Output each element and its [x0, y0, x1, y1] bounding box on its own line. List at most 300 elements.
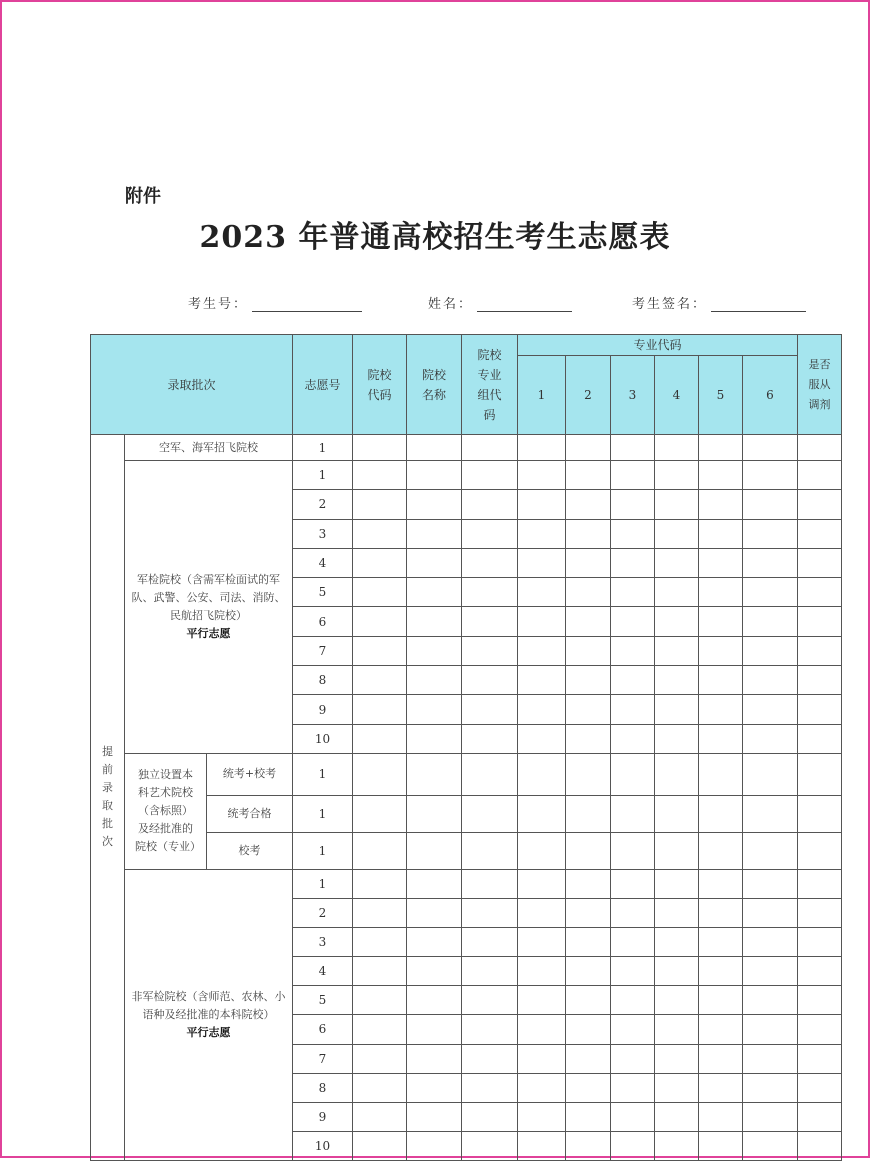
military-cell[interactable] — [655, 607, 699, 636]
nonmilitary-cell[interactable] — [699, 869, 743, 898]
nonmilitary-cell[interactable] — [699, 1073, 743, 1102]
military-cell[interactable] — [798, 461, 842, 490]
exam-number-label: 考生号： — [188, 297, 249, 312]
military-cell[interactable] — [798, 490, 842, 519]
nonmilitary-cell[interactable] — [655, 869, 699, 898]
military-cell[interactable] — [518, 578, 566, 607]
airforce-cell[interactable] — [611, 435, 655, 461]
wish-number: 6 — [293, 1015, 353, 1044]
name-field[interactable] — [428, 293, 572, 312]
art-cell[interactable] — [407, 832, 462, 869]
nonmilitary-cell[interactable] — [798, 1131, 842, 1160]
military-cell[interactable] — [699, 519, 743, 548]
nonmilitary-cell[interactable] — [611, 1131, 655, 1160]
military-cell[interactable] — [699, 666, 743, 695]
nonmilitary-cell[interactable] — [353, 869, 407, 898]
nonmilitary-cell[interactable] — [798, 1102, 842, 1131]
military-cell[interactable] — [798, 666, 842, 695]
header-group-code — [462, 335, 518, 435]
nonmilitary-cell[interactable] — [566, 869, 611, 898]
military-cell[interactable] — [743, 724, 798, 753]
military-cell[interactable] — [518, 548, 566, 577]
military-cell[interactable] — [462, 548, 518, 577]
military-cell[interactable] — [353, 724, 407, 753]
military-cell[interactable] — [462, 666, 518, 695]
military-cell[interactable] — [407, 666, 462, 695]
nonmilitary-cell[interactable] — [462, 869, 518, 898]
header-major-6: 6 — [743, 356, 798, 435]
military-cell[interactable] — [655, 548, 699, 577]
nonmilitary-cell[interactable] — [798, 986, 842, 1015]
military-cell[interactable] — [462, 636, 518, 665]
military-cell[interactable] — [798, 548, 842, 577]
header-obey — [798, 335, 842, 435]
header-major-codes: 专业代码 — [518, 335, 798, 356]
nonmilitary-cell[interactable] — [611, 928, 655, 957]
nonmilitary-cell[interactable] — [611, 1015, 655, 1044]
military-cell[interactable] — [353, 636, 407, 665]
military-cell[interactable] — [462, 519, 518, 548]
nonmilitary-note: 平行志愿 — [186, 1025, 231, 1039]
military-cell[interactable] — [518, 724, 566, 753]
nonmilitary-cell[interactable] — [699, 1131, 743, 1160]
art-cell[interactable] — [798, 795, 842, 832]
nonmilitary-cell[interactable] — [518, 1131, 566, 1160]
art-cell[interactable] — [518, 832, 566, 869]
military-cell[interactable] — [407, 519, 462, 548]
nonmilitary-cell[interactable] — [611, 957, 655, 986]
row-airforce — [91, 435, 842, 461]
military-cell[interactable] — [462, 490, 518, 519]
art-label-cell — [125, 753, 207, 869]
military-cell[interactable] — [518, 490, 566, 519]
wish-number: 5 — [293, 578, 353, 607]
military-cell[interactable] — [566, 490, 611, 519]
nonmilitary-cell[interactable] — [462, 1102, 518, 1131]
header-school-name-text: 院校名称 — [421, 367, 446, 402]
nonmilitary-cell[interactable] — [566, 957, 611, 986]
military-label-cell — [125, 461, 293, 754]
military-cell[interactable] — [611, 490, 655, 519]
nonmilitary-cell[interactable] — [566, 1073, 611, 1102]
art-cell[interactable] — [566, 832, 611, 869]
nonmilitary-cell[interactable] — [699, 1015, 743, 1044]
art-cell[interactable] — [611, 832, 655, 869]
nonmilitary-cell[interactable] — [353, 957, 407, 986]
military-cell[interactable] — [407, 724, 462, 753]
military-cell[interactable] — [566, 724, 611, 753]
art-cell[interactable] — [699, 795, 743, 832]
nonmilitary-cell[interactable] — [518, 1102, 566, 1131]
wish-number: 5 — [293, 986, 353, 1015]
art-cell[interactable] — [407, 795, 462, 832]
nonmilitary-cell[interactable] — [566, 986, 611, 1015]
nonmilitary-cell[interactable] — [462, 986, 518, 1015]
military-cell[interactable] — [462, 578, 518, 607]
military-cell[interactable] — [566, 666, 611, 695]
nonmilitary-cell[interactable] — [743, 957, 798, 986]
header-school-code — [353, 335, 407, 435]
nonmilitary-cell[interactable] — [407, 869, 462, 898]
wish-number: 1 — [293, 435, 353, 461]
wish-number: 4 — [293, 548, 353, 577]
row-nonmilitary — [91, 869, 842, 898]
nonmilitary-cell[interactable] — [566, 899, 611, 928]
military-cell[interactable] — [518, 666, 566, 695]
art-cell[interactable] — [462, 753, 518, 795]
signature-blank[interactable] — [711, 295, 806, 312]
header-batch: 录取批次 — [91, 335, 293, 435]
nonmilitary-cell[interactable] — [518, 957, 566, 986]
art-cell[interactable] — [743, 753, 798, 795]
nonmilitary-cell[interactable] — [611, 869, 655, 898]
military-cell[interactable] — [353, 695, 407, 724]
art-cell[interactable] — [699, 832, 743, 869]
nonmilitary-cell[interactable] — [611, 986, 655, 1015]
nonmilitary-cell[interactable] — [566, 1131, 611, 1160]
nonmilitary-cell[interactable] — [462, 928, 518, 957]
military-cell[interactable] — [743, 666, 798, 695]
military-cell[interactable] — [407, 490, 462, 519]
nonmilitary-cell[interactable] — [798, 1015, 842, 1044]
wish-number: 7 — [293, 636, 353, 665]
nonmilitary-cell[interactable] — [699, 928, 743, 957]
attachment-label: 附件 — [125, 186, 161, 207]
wish-number: 2 — [293, 490, 353, 519]
nonmilitary-cell[interactable] — [743, 1131, 798, 1160]
military-cell[interactable] — [798, 578, 842, 607]
nonmilitary-cell[interactable] — [462, 1044, 518, 1073]
military-cell[interactable] — [655, 519, 699, 548]
wish-number: 9 — [293, 1102, 353, 1131]
nonmilitary-cell[interactable] — [655, 1131, 699, 1160]
nonmilitary-cell[interactable] — [743, 869, 798, 898]
military-cell[interactable] — [743, 461, 798, 490]
wish-number: 8 — [293, 1073, 353, 1102]
nonmilitary-cell[interactable] — [743, 1044, 798, 1073]
military-cell[interactable] — [743, 578, 798, 607]
nonmilitary-cell[interactable] — [407, 1102, 462, 1131]
art-cell[interactable] — [699, 753, 743, 795]
nonmilitary-cell[interactable] — [518, 1015, 566, 1044]
nonmilitary-cell[interactable] — [407, 1073, 462, 1102]
nonmilitary-cell[interactable] — [743, 899, 798, 928]
art-cell[interactable] — [611, 753, 655, 795]
military-cell[interactable] — [566, 548, 611, 577]
military-cell[interactable] — [518, 607, 566, 636]
nonmilitary-cell[interactable] — [699, 1044, 743, 1073]
nonmilitary-cell[interactable] — [407, 928, 462, 957]
nonmilitary-cell[interactable] — [462, 1131, 518, 1160]
nonmilitary-cell[interactable] — [699, 986, 743, 1015]
military-cell[interactable] — [353, 490, 407, 519]
military-cell[interactable] — [353, 578, 407, 607]
nonmilitary-cell[interactable] — [699, 957, 743, 986]
nonmilitary-cell[interactable] — [353, 928, 407, 957]
art-label: 独立设置本科艺术院校（含标照）及经批准的院校（专业） — [135, 768, 201, 854]
airforce-cell[interactable] — [566, 435, 611, 461]
nonmilitary-label-cell — [125, 869, 293, 1160]
military-cell[interactable] — [462, 461, 518, 490]
military-cell[interactable] — [407, 548, 462, 577]
military-cell[interactable] — [798, 695, 842, 724]
art-cell[interactable] — [566, 795, 611, 832]
nonmilitary-cell[interactable] — [699, 899, 743, 928]
wish-number: 1 — [293, 869, 353, 898]
header-major-3: 3 — [611, 356, 655, 435]
nonmilitary-label: 非军检院校（含师范、农林、小语种及经批准的本科院校） — [131, 989, 286, 1021]
nonmilitary-cell[interactable] — [566, 1102, 611, 1131]
military-cell[interactable] — [699, 695, 743, 724]
nonmilitary-cell[interactable] — [655, 928, 699, 957]
art-cell[interactable] — [655, 753, 699, 795]
airforce-cell[interactable] — [407, 435, 462, 461]
military-cell[interactable] — [566, 578, 611, 607]
art-cell[interactable] — [462, 832, 518, 869]
art-cell[interactable] — [655, 832, 699, 869]
header-school-name — [407, 335, 462, 435]
nonmilitary-cell[interactable] — [353, 899, 407, 928]
military-cell[interactable] — [566, 636, 611, 665]
wish-number: 4 — [293, 957, 353, 986]
nonmilitary-cell[interactable] — [566, 1015, 611, 1044]
nonmilitary-cell[interactable] — [462, 957, 518, 986]
art-cell[interactable] — [798, 753, 842, 795]
header-group-code-text: 院校专业组代码 — [477, 347, 502, 422]
military-cell[interactable] — [699, 636, 743, 665]
nonmilitary-cell[interactable] — [353, 1131, 407, 1160]
nonmilitary-cell[interactable] — [798, 957, 842, 986]
art-cell[interactable] — [353, 832, 407, 869]
military-cell[interactable] — [655, 578, 699, 607]
nonmilitary-cell[interactable] — [462, 1015, 518, 1044]
exam-number-blank[interactable] — [252, 295, 362, 312]
military-cell[interactable] — [611, 461, 655, 490]
nonmilitary-cell[interactable] — [353, 1015, 407, 1044]
military-cell[interactable] — [611, 695, 655, 724]
military-cell[interactable] — [611, 724, 655, 753]
military-cell[interactable] — [611, 578, 655, 607]
military-cell[interactable] — [699, 490, 743, 519]
nonmilitary-cell[interactable] — [462, 899, 518, 928]
nonmilitary-cell[interactable] — [798, 928, 842, 957]
airforce-cell[interactable] — [518, 435, 566, 461]
art-sub-label: 统考+校考 — [207, 753, 293, 795]
art-cell[interactable] — [518, 795, 566, 832]
military-cell[interactable] — [743, 548, 798, 577]
military-cell[interactable] — [566, 607, 611, 636]
military-cell[interactable] — [611, 666, 655, 695]
exam-number-field[interactable] — [188, 293, 362, 312]
wish-number: 10 — [293, 724, 353, 753]
nonmilitary-cell[interactable] — [743, 928, 798, 957]
wish-number: 7 — [293, 1044, 353, 1073]
military-cell[interactable] — [566, 461, 611, 490]
nonmilitary-cell[interactable] — [798, 899, 842, 928]
military-cell[interactable] — [462, 724, 518, 753]
nonmilitary-cell[interactable] — [611, 1102, 655, 1131]
military-cell[interactable] — [743, 490, 798, 519]
military-cell[interactable] — [518, 461, 566, 490]
art-cell[interactable] — [611, 795, 655, 832]
military-cell[interactable] — [798, 607, 842, 636]
header-row-1 — [91, 335, 842, 356]
military-cell[interactable] — [407, 607, 462, 636]
military-cell[interactable] — [611, 548, 655, 577]
wish-number: 2 — [293, 899, 353, 928]
nonmilitary-cell[interactable] — [518, 899, 566, 928]
art-cell[interactable] — [743, 795, 798, 832]
nonmilitary-cell[interactable] — [566, 1044, 611, 1073]
nonmilitary-cell[interactable] — [407, 1015, 462, 1044]
military-cell[interactable] — [407, 636, 462, 665]
wish-number: 1 — [293, 461, 353, 490]
military-cell[interactable] — [407, 461, 462, 490]
nonmilitary-cell[interactable] — [611, 1073, 655, 1102]
nonmilitary-cell[interactable] — [655, 1102, 699, 1131]
airforce-cell[interactable] — [699, 435, 743, 461]
military-cell[interactable] — [655, 636, 699, 665]
art-sub-label: 校考 — [207, 832, 293, 869]
art-cell[interactable] — [798, 832, 842, 869]
nonmilitary-cell[interactable] — [353, 1044, 407, 1073]
military-cell[interactable] — [743, 519, 798, 548]
wish-number: 8 — [293, 666, 353, 695]
nonmilitary-cell[interactable] — [462, 1073, 518, 1102]
wish-number: 6 — [293, 607, 353, 636]
military-cell[interactable] — [798, 519, 842, 548]
wish-number: 1 — [293, 832, 353, 869]
art-sub-label: 统考合格 — [207, 795, 293, 832]
art-cell[interactable] — [518, 753, 566, 795]
art-cell[interactable] — [743, 832, 798, 869]
nonmilitary-cell[interactable] — [518, 1044, 566, 1073]
military-cell[interactable] — [353, 548, 407, 577]
nonmilitary-cell[interactable] — [798, 1044, 842, 1073]
military-cell[interactable] — [699, 578, 743, 607]
nonmilitary-cell[interactable] — [743, 1015, 798, 1044]
military-cell[interactable] — [655, 666, 699, 695]
nonmilitary-cell[interactable] — [798, 1073, 842, 1102]
header-major-1: 1 — [518, 356, 566, 435]
nonmilitary-cell[interactable] — [655, 1073, 699, 1102]
military-cell[interactable] — [353, 666, 407, 695]
airforce-cell[interactable] — [798, 435, 842, 461]
military-cell[interactable] — [566, 695, 611, 724]
nonmilitary-cell[interactable] — [655, 957, 699, 986]
military-cell[interactable] — [462, 607, 518, 636]
nonmilitary-cell[interactable] — [655, 1015, 699, 1044]
nonmilitary-cell[interactable] — [798, 869, 842, 898]
military-cell[interactable] — [566, 519, 611, 548]
nonmilitary-cell[interactable] — [611, 1044, 655, 1073]
military-cell[interactable] — [518, 519, 566, 548]
wish-number: 3 — [293, 928, 353, 957]
nonmilitary-cell[interactable] — [353, 1102, 407, 1131]
military-cell[interactable] — [611, 519, 655, 548]
military-cell[interactable] — [518, 695, 566, 724]
military-cell[interactable] — [798, 636, 842, 665]
military-cell[interactable] — [655, 724, 699, 753]
nonmilitary-cell[interactable] — [566, 928, 611, 957]
airforce-cell[interactable] — [743, 435, 798, 461]
nonmilitary-cell[interactable] — [699, 1102, 743, 1131]
military-cell[interactable] — [611, 636, 655, 665]
military-cell[interactable] — [743, 607, 798, 636]
art-cell[interactable] — [566, 753, 611, 795]
name-blank[interactable] — [477, 295, 572, 312]
art-cell[interactable] — [407, 753, 462, 795]
signature-field[interactable] — [632, 293, 806, 312]
military-cell[interactable] — [655, 490, 699, 519]
military-cell[interactable] — [655, 461, 699, 490]
nonmilitary-cell[interactable] — [407, 957, 462, 986]
airforce-cell[interactable] — [655, 435, 699, 461]
nonmilitary-cell[interactable] — [655, 1044, 699, 1073]
header-school-code-text: 院校代码 — [367, 367, 392, 402]
name-label: 姓名： — [428, 297, 474, 312]
military-cell[interactable] — [353, 519, 407, 548]
military-cell[interactable] — [611, 607, 655, 636]
nonmilitary-cell[interactable] — [518, 1073, 566, 1102]
nonmilitary-cell[interactable] — [518, 986, 566, 1015]
header-wish-no: 志愿号 — [293, 335, 353, 435]
nonmilitary-cell[interactable] — [655, 986, 699, 1015]
nonmilitary-cell[interactable] — [611, 899, 655, 928]
nonmilitary-cell[interactable] — [407, 1131, 462, 1160]
wish-number: 10 — [293, 1131, 353, 1160]
military-cell[interactable] — [699, 461, 743, 490]
military-cell[interactable] — [743, 695, 798, 724]
nonmilitary-cell[interactable] — [743, 986, 798, 1015]
art-cell[interactable] — [462, 795, 518, 832]
row-military — [91, 461, 842, 490]
nonmilitary-cell[interactable] — [518, 928, 566, 957]
military-cell[interactable] — [518, 636, 566, 665]
row-art — [91, 753, 842, 795]
nonmilitary-cell[interactable] — [353, 986, 407, 1015]
nonmilitary-cell[interactable] — [353, 1073, 407, 1102]
nonmilitary-cell[interactable] — [407, 986, 462, 1015]
nonmilitary-cell[interactable] — [407, 899, 462, 928]
art-cell[interactable] — [655, 795, 699, 832]
military-cell[interactable] — [699, 607, 743, 636]
military-cell[interactable] — [407, 578, 462, 607]
military-cell[interactable] — [353, 461, 407, 490]
military-cell[interactable] — [743, 636, 798, 665]
nonmilitary-cell[interactable] — [407, 1044, 462, 1073]
header-major-4: 4 — [655, 356, 699, 435]
airforce-cell[interactable] — [462, 435, 518, 461]
airforce-label: 空军、海军招飞院校 — [125, 435, 293, 461]
military-cell[interactable] — [462, 695, 518, 724]
military-cell[interactable] — [353, 607, 407, 636]
nonmilitary-cell[interactable] — [518, 869, 566, 898]
military-cell[interactable] — [655, 695, 699, 724]
art-cell[interactable] — [353, 753, 407, 795]
art-cell[interactable] — [353, 795, 407, 832]
military-cell[interactable] — [798, 724, 842, 753]
military-cell[interactable] — [407, 695, 462, 724]
military-cell[interactable] — [699, 724, 743, 753]
military-cell[interactable] — [699, 548, 743, 577]
nonmilitary-cell[interactable] — [655, 899, 699, 928]
batch-main-cell — [91, 435, 125, 1161]
form-title: 2023 年普通高校招生考生志愿表 — [199, 220, 671, 255]
airforce-cell[interactable] — [353, 435, 407, 461]
nonmilitary-cell[interactable] — [743, 1073, 798, 1102]
nonmilitary-cell[interactable] — [743, 1102, 798, 1131]
